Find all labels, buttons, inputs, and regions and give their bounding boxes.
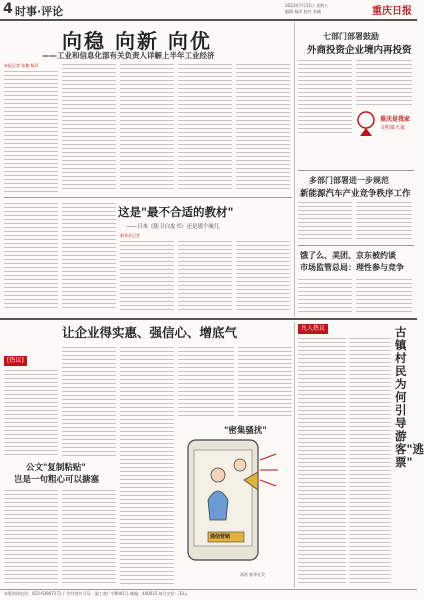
- mid-headline: 这是"最不合适的教材": [118, 205, 234, 219]
- right-top-headline: 外商投资企业境内再投资: [307, 45, 412, 56]
- vertical-rule-right: [294, 22, 295, 317]
- mid-body-col1: [120, 239, 174, 311]
- right-col-headline: 古镇村民为何引导游客"逃票": [395, 325, 424, 469]
- cartoon: [178, 420, 292, 586]
- mid-body-col3: [236, 239, 290, 311]
- mid-left-col-b: [62, 201, 116, 311]
- speech-lines-icon: [260, 454, 278, 486]
- person-body-icon: [208, 491, 228, 520]
- right-mid-body-a: [298, 200, 352, 242]
- right-low-body-a: [298, 277, 352, 315]
- header-rule: [0, 19, 417, 21]
- right-mid-body-b: [356, 200, 412, 242]
- opinion-col2-top: [62, 345, 116, 458]
- right-top-body-a: [298, 58, 352, 134]
- mid-rule: [4, 197, 292, 198]
- footer-rule: [0, 589, 417, 590]
- mid-byline: 新华社记者: [120, 233, 140, 238]
- lead-body-col3: [120, 62, 174, 192]
- cartoon-illustration: [178, 420, 292, 586]
- mid-left-col-a: [4, 201, 58, 311]
- date-line: 2023年7月21日 星期五: [285, 3, 329, 8]
- opinion-col1-body-b: [62, 488, 116, 586]
- public-service-ad: [354, 110, 414, 146]
- right-col-tag: 凡人热议: [298, 324, 328, 334]
- paper-logo: 重庆日报: [372, 6, 412, 17]
- opinion-col1-sub: 岂是一句粗心可以搪塞: [14, 475, 100, 485]
- lead-subheadline: ——工业和信息化部有关负责人详解上半年工业经济: [42, 51, 215, 60]
- opinion-col3: [120, 345, 174, 586]
- opinion-col5-top: [238, 345, 292, 417]
- right-mid-kicker: 多部门部署进一步规范: [309, 176, 389, 185]
- opinion-col1-body-a: [4, 488, 58, 586]
- lead-headline: 向稳 向新 向优: [62, 29, 212, 53]
- caller-head-icon: [234, 459, 246, 471]
- opinion-headline: 让企业得实惠、强信心、增底气: [62, 325, 238, 340]
- opinion-col1-headline: 公文"复制粘贴": [26, 463, 86, 473]
- ad-sub: 文明靠大家: [380, 125, 406, 131]
- right-mid-headline: 新能源汽车产业竞争秩序工作: [300, 189, 411, 199]
- ad-house-icon: [360, 128, 372, 136]
- right-col-body-a: [298, 336, 346, 586]
- opinion-col4-top: [178, 345, 234, 417]
- right-rule-1: [298, 170, 414, 171]
- right-rule-2: [298, 245, 414, 246]
- mid-body-col2: [178, 239, 232, 311]
- right-top-kicker: 七部门部署鼓励: [323, 32, 379, 41]
- right-low-headline-1: 饿了么、美团、京东被约谈: [300, 251, 396, 260]
- opinion-col1-top: [4, 368, 58, 458]
- cartoon-screen-text: 通信营销: [210, 534, 231, 540]
- ad-graphic: [354, 110, 378, 140]
- lead-body-col5: [236, 62, 290, 192]
- cartoon-caption: "密集骚扰": [224, 426, 267, 436]
- ad-circle-icon: [358, 112, 374, 128]
- cartoon-signature: 蒋跃 新华社发: [240, 572, 266, 577]
- lead-body-col4: [178, 62, 232, 192]
- editor-line: 编辑 杨洋 校对 张楠: [285, 9, 321, 14]
- right-top-body-b: [356, 58, 412, 108]
- person-head-icon: [211, 468, 225, 482]
- right-low-body-b: [356, 277, 412, 315]
- lead-body-col1: [4, 69, 58, 192]
- right-low-headline-2: 市场监管总局：理性参与竞争: [300, 263, 404, 272]
- opinion-rule: [0, 318, 417, 320]
- ad-slogan: 重庆是我家: [380, 116, 411, 123]
- opinion-tag: [热议]: [4, 356, 27, 366]
- lead-body-col2: [62, 62, 116, 192]
- mid-subheadline: ——日本《防卫白皮书》还是那个味儿: [126, 224, 220, 230]
- section-name: 时事·评论: [15, 5, 64, 18]
- footer-line: 本版热线电话：023-63907171 广告经营许可证：渝工商广字8001号 邮编：400015 每月定价：33元: [4, 591, 188, 596]
- lead-byline: 本报记者 张楠 杨洋: [4, 63, 39, 68]
- right-col-body-b: [349, 336, 391, 586]
- page-number: 4: [3, 1, 13, 17]
- vertical-rule-opinion: [294, 322, 295, 588]
